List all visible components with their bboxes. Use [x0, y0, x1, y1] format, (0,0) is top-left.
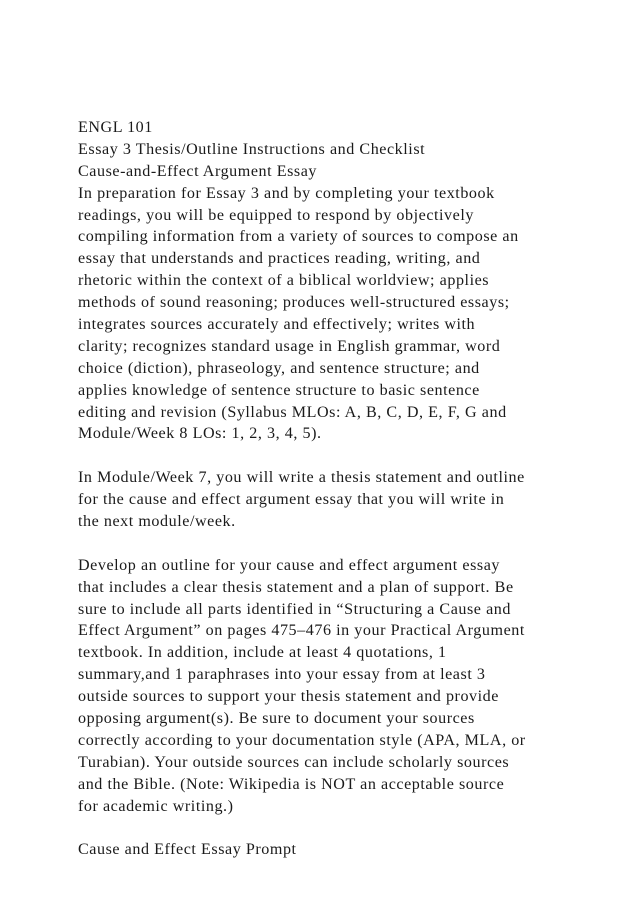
paragraph-line: compiling information from a variety of sources to compose an [78, 228, 519, 246]
paragraph-line: rhetoric within the context of a biblical worldview; applies [78, 272, 490, 290]
paragraph-line: readings, you will be equipped to respond by objectively [78, 206, 474, 224]
paragraph-line: choice (diction), phraseology, and sentence structure; and [78, 359, 480, 377]
paragraph-line: for academic writing.) [78, 797, 234, 815]
paragraph-line: Effect Argument” on pages 475–476 in your Practical Argument [78, 622, 525, 640]
paragraph-spacer [78, 445, 598, 467]
paragraph-line: Develop an outline for your cause and effect argument essay [78, 556, 500, 574]
paragraph-line: and the Bible. (Note: Wikipedia is NOT an acceptable source [78, 775, 505, 793]
paragraph-line: textbook. In addition, include at least 4 quotations, 1 [78, 644, 447, 662]
paragraph-line: methods of sound reasoning; produces well-structured essays; [78, 294, 510, 312]
course-code: ENGL 101 [78, 119, 153, 136]
paragraph-line: sure to include all parts identified in “Structuring a Cause and [78, 600, 511, 618]
paragraph-line: for the cause and effect argument essay that you will write in [78, 491, 505, 509]
paragraph-line: correctly according to your documentation style (APA, MLA, or [78, 731, 526, 749]
paragraph-outline-instructions [78, 555, 598, 818]
paragraph-preparation [78, 183, 598, 446]
paragraph-module-week [78, 467, 598, 533]
paragraph-line: Module/Week 8 LOs: 1, 2, 3, 4, 5). [78, 425, 322, 443]
paragraph-line: In Module/Week 7, you will write a thesis statement and outline [78, 469, 525, 487]
document-subtitle: Cause-and-Effect Argument Essay [78, 162, 318, 180]
paragraph-line: integrates sources accurately and effectively; writes with [78, 316, 476, 334]
section-heading: Cause and Effect Essay Prompt [78, 841, 297, 859]
paragraph-spacer [78, 533, 598, 555]
paragraph-line: editing and revision (Syllabus MLOs: A, B, C, D, E, F, G and [78, 403, 507, 421]
paragraph-line: applies knowledge of sentence structure to basic sentence [78, 381, 480, 399]
paragraph-line: clarity; recognizes standard usage in English grammar, word [78, 337, 501, 355]
document-body [78, 117, 598, 861]
paragraph-spacer [78, 818, 598, 840]
paragraph-line: summary,and 1 paraphrases into your essay from at least 3 [78, 666, 486, 684]
paragraph-line: that includes a clear thesis statement and a plan of support. Be [78, 578, 514, 596]
paragraph-line: the next module/week. [78, 513, 236, 531]
paragraph-line: essay that understands and practices reading, writing, and [78, 250, 481, 268]
paragraph-line: Turabian). Your outside sources can include scholarly sources [78, 753, 510, 771]
paragraph-line: In preparation for Essay 3 and by completing your textbook [78, 184, 495, 202]
paragraph-line: opposing argument(s). Be sure to document your sources [78, 710, 475, 728]
paragraph-line: outside sources to support your thesis statement and provide [78, 688, 499, 706]
document-title: Essay 3 Thesis/Outline Instructions and Checklist [78, 140, 426, 158]
